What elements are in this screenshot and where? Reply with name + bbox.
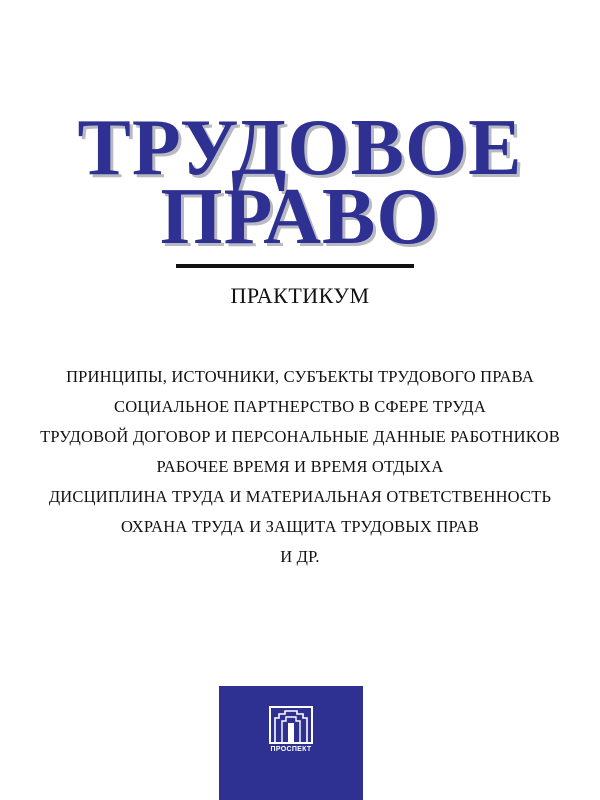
- publisher-name: ПРОСПЕКТ: [270, 746, 312, 753]
- topic-item: ТРУДОВОЙ ДОГОВОР И ПЕРСОНАЛЬНЫЕ ДАННЫЕ РАБОТНИКОВ: [40, 427, 560, 446]
- topic-item: СОЦИАЛЬНОЕ ПАРТНЕРСТВО В СФЕРЕ ТРУДА: [113, 397, 487, 416]
- publisher-logo-icon: [269, 706, 313, 744]
- topics-list: [0, 362, 600, 572]
- topic-item: ОХРАНА ТРУДА И ЗАЩИТА ТРУДОВЫХ ПРАВ: [120, 517, 480, 536]
- book-subtitle: ПРАКТИКУМ: [230, 283, 370, 308]
- title-divider: [176, 264, 414, 268]
- book-title-line-1: ТРУДОВОЕ: [77, 104, 523, 192]
- topic-item: И ДР.: [280, 547, 320, 566]
- topic-item: ДИСЦИПЛИНА ТРУДА И МАТЕРИАЛЬНАЯ ОТВЕТСТВЕННОСТЬ: [48, 487, 552, 506]
- publisher-block: [219, 686, 363, 800]
- book-title-line-2: ПРАВО: [160, 173, 440, 261]
- topic-item: ПРИНЦИПЫ, ИСТОЧНИКИ, СУБЪЕКТЫ ТРУДОВОГО ПРАВА: [66, 367, 534, 386]
- topic-item: РАБОЧЕЕ ВРЕМЯ И ВРЕМЯ ОТДЫХА: [156, 457, 444, 476]
